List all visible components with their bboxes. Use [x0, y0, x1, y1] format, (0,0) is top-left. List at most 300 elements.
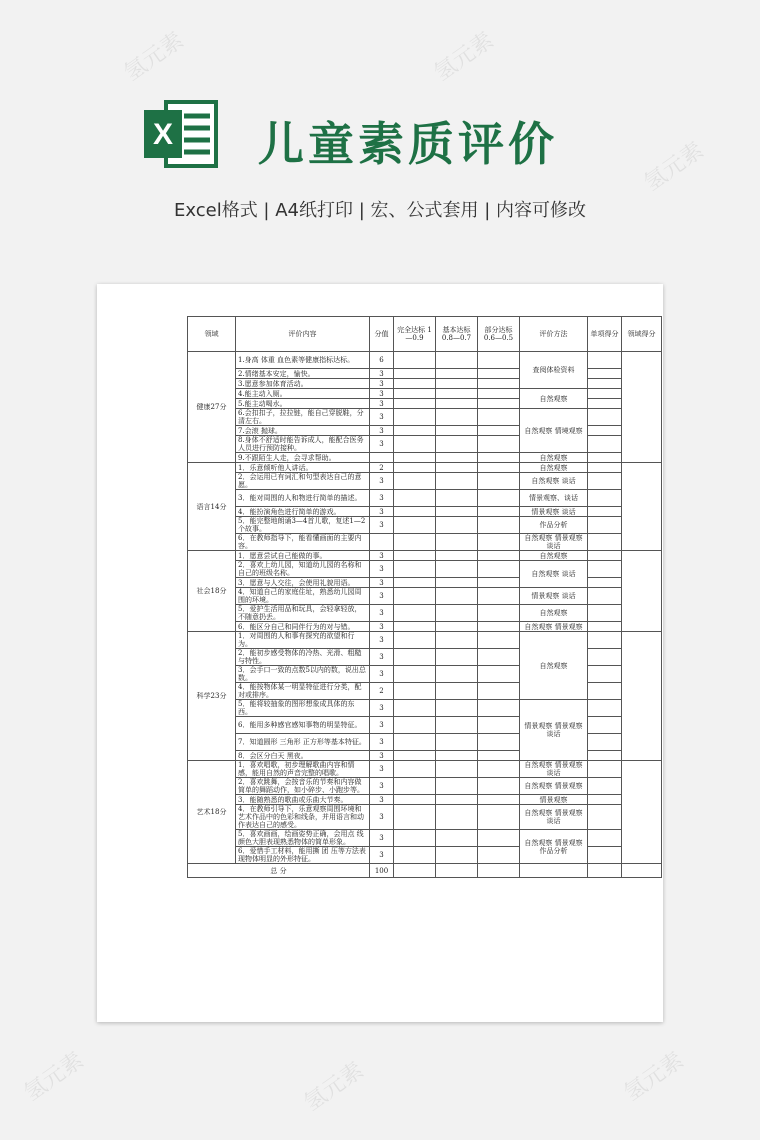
method-cell: 自然观察 情景观察 谈话: [520, 761, 588, 778]
table-row: [188, 734, 662, 751]
column-header: 评价内容: [236, 317, 370, 352]
banner: [0, 0, 760, 280]
column-header: 单项得分: [588, 317, 622, 352]
rating-cell[interactable]: [478, 761, 520, 778]
domain-score-cell[interactable]: [622, 761, 662, 864]
rating-cell[interactable]: [478, 778, 520, 795]
table-row: [188, 588, 662, 605]
method-cell: 作品分析: [520, 517, 588, 534]
total-empty-cell: [622, 864, 662, 878]
rating-cell[interactable]: [436, 426, 478, 436]
rating-cell[interactable]: [478, 561, 520, 578]
rating-cell[interactable]: [478, 534, 520, 551]
content-cell: 6．在教师指导下，能看懂画面的主要内容。: [236, 534, 370, 551]
item-score-cell[interactable]: [588, 847, 622, 864]
method-cell: 自然观察 谈话: [520, 473, 588, 490]
item-score-cell[interactable]: [588, 632, 622, 649]
score-cell: 3: [370, 778, 394, 795]
method-cell: 自然观察 情景观察: [520, 778, 588, 795]
rating-cell[interactable]: [394, 426, 436, 436]
rating-cell[interactable]: [394, 605, 436, 622]
rating-cell[interactable]: [478, 453, 520, 463]
rating-cell[interactable]: [436, 847, 478, 864]
score-cell: 3: [370, 805, 394, 830]
rating-cell[interactable]: [436, 717, 478, 734]
watermark: 氢元素: [619, 1047, 689, 1107]
score-cell: 3: [370, 632, 394, 649]
table-row: [188, 632, 662, 649]
item-score-cell[interactable]: [588, 517, 622, 534]
score-cell: 3: [370, 517, 394, 534]
rating-cell[interactable]: [436, 683, 478, 700]
table-row: [188, 778, 662, 795]
content-cell: 6．能用多种感官感知事物的明显特征。: [236, 717, 370, 734]
rating-cell[interactable]: [478, 734, 520, 751]
content-cell: 2.情绪基本安定，愉快。: [236, 369, 370, 379]
content-cell: 1．对周围的人和事有探究的欲望和行为。: [236, 632, 370, 649]
rating-cell[interactable]: [478, 830, 520, 847]
column-header: 完全达标 1—0.9: [394, 317, 436, 352]
score-cell: 3: [370, 622, 394, 632]
table-row: [188, 507, 662, 517]
rating-cell[interactable]: [394, 561, 436, 578]
score-cell: 3: [370, 700, 394, 717]
rating-cell[interactable]: [436, 588, 478, 605]
rating-cell[interactable]: [478, 805, 520, 830]
domain-cell: 语言14分: [188, 463, 236, 551]
rating-cell[interactable]: [436, 369, 478, 379]
item-score-cell[interactable]: [588, 734, 622, 751]
item-score-cell[interactable]: [588, 805, 622, 830]
table-row: [188, 751, 662, 761]
watermark: 氢元素: [119, 27, 189, 87]
table-row: [188, 761, 662, 778]
domain-score-cell[interactable]: [622, 632, 662, 761]
score-cell: 3: [370, 561, 394, 578]
rating-cell[interactable]: [436, 490, 478, 507]
total-empty-cell: [588, 864, 622, 878]
content-cell: 3．愿意与人交往，会使用礼貌用语。: [236, 578, 370, 588]
rating-cell[interactable]: [436, 795, 478, 805]
rating-cell[interactable]: [436, 409, 478, 426]
rating-cell[interactable]: [394, 551, 436, 561]
score-cell: 3: [370, 588, 394, 605]
rating-cell[interactable]: [478, 473, 520, 490]
item-score-cell[interactable]: [588, 399, 622, 409]
table-row: [188, 847, 662, 864]
score-cell: 3: [370, 734, 394, 751]
rating-cell[interactable]: [478, 578, 520, 588]
table-row: [188, 805, 662, 830]
method-cell: 自然观察: [520, 453, 588, 463]
rating-cell[interactable]: [436, 517, 478, 534]
rating-cell[interactable]: [394, 507, 436, 517]
item-score-cell[interactable]: [588, 534, 622, 551]
rating-cell[interactable]: [436, 507, 478, 517]
item-score-cell[interactable]: [588, 830, 622, 847]
domain-cell: 艺术18分: [188, 761, 236, 864]
method-cell: 自然观察 情景观察 谈话: [520, 805, 588, 830]
rating-cell[interactable]: [436, 436, 478, 453]
rating-cell[interactable]: [394, 649, 436, 666]
rating-cell[interactable]: [478, 605, 520, 622]
rating-cell[interactable]: [436, 778, 478, 795]
rating-cell[interactable]: [478, 717, 520, 734]
item-score-cell[interactable]: [588, 379, 622, 389]
item-score-cell[interactable]: [588, 761, 622, 778]
rating-cell[interactable]: [394, 379, 436, 389]
rating-cell[interactable]: [436, 551, 478, 561]
rating-cell[interactable]: [478, 588, 520, 605]
score-cell: 3: [370, 751, 394, 761]
watermark: 氢元素: [639, 137, 709, 197]
rating-cell[interactable]: [436, 734, 478, 751]
domain-cell: 健康27分: [188, 352, 236, 463]
rating-cell[interactable]: [394, 463, 436, 473]
table-header-row: [188, 317, 662, 352]
content-cell: 4．在教师引导下，乐意观察周围环境和艺术作品中的色彩和线条，并用语言和动作表达自己的感受。: [236, 805, 370, 830]
content-cell: 5.能主动喝水。: [236, 399, 370, 409]
domain-score-cell[interactable]: [622, 463, 662, 551]
column-header: 领域得分: [622, 317, 662, 352]
rating-cell[interactable]: [394, 490, 436, 507]
rating-cell[interactable]: [436, 622, 478, 632]
content-cell: 7.会滚 抛球。: [236, 426, 370, 436]
rating-cell[interactable]: [478, 847, 520, 864]
score-cell: 3: [370, 761, 394, 778]
rating-cell[interactable]: [394, 666, 436, 683]
score-cell: [370, 453, 394, 463]
score-cell: 2: [370, 463, 394, 473]
rating-cell[interactable]: [436, 473, 478, 490]
item-score-cell[interactable]: [588, 778, 622, 795]
evaluation-table: [187, 316, 662, 878]
rating-cell[interactable]: [478, 389, 520, 399]
table-row: [188, 436, 662, 453]
table-row: [188, 649, 662, 666]
rating-cell[interactable]: [394, 622, 436, 632]
rating-cell[interactable]: [478, 551, 520, 561]
rating-cell[interactable]: [394, 399, 436, 409]
rating-cell[interactable]: [394, 805, 436, 830]
rating-cell[interactable]: [394, 352, 436, 369]
rating-cell[interactable]: [394, 389, 436, 399]
rating-cell[interactable]: [394, 795, 436, 805]
score-cell: 3: [370, 436, 394, 453]
item-score-cell[interactable]: [588, 588, 622, 605]
method-cell: 查阅体检资料: [520, 352, 588, 389]
rating-cell[interactable]: [478, 700, 520, 717]
rating-cell[interactable]: [394, 517, 436, 534]
rating-cell[interactable]: [478, 517, 520, 534]
rating-cell[interactable]: [478, 507, 520, 517]
rating-cell[interactable]: [478, 632, 520, 649]
rating-cell[interactable]: [436, 805, 478, 830]
score-cell: 6: [370, 352, 394, 369]
table-row: [188, 389, 662, 399]
excel-icon: [140, 98, 220, 170]
content-cell: 2．喜欢跳舞，会按音乐的节奏和内容做简单的舞蹈动作，如小碎步、小跑步等。: [236, 778, 370, 795]
item-score-cell[interactable]: [588, 649, 622, 666]
score-cell: 3: [370, 369, 394, 379]
item-score-cell[interactable]: [588, 751, 622, 761]
content-cell: 2．喜欢上幼儿园，知道幼儿园的名称和自己的班级名称。: [236, 561, 370, 578]
method-cell: 自然观察: [520, 605, 588, 622]
rating-cell[interactable]: [394, 717, 436, 734]
item-score-cell[interactable]: [588, 605, 622, 622]
method-cell: 自然观察: [520, 551, 588, 561]
table-row: [188, 605, 662, 622]
content-cell: 1.身高 体重 血色素等健康指标达标。: [236, 352, 370, 369]
rating-cell[interactable]: [436, 830, 478, 847]
method-cell: 情景观察 谈话: [520, 588, 588, 605]
table-row: [188, 369, 662, 379]
table-row: [188, 534, 662, 551]
score-cell: [370, 534, 394, 551]
item-score-cell[interactable]: [588, 436, 622, 453]
method-cell: 情景观察 谈话: [520, 507, 588, 517]
content-cell: 5．喜欢画画，绘画姿势正确，会用点 线 颜色大胆表现熟悉物体的简单形象。: [236, 830, 370, 847]
content-cell: 8．会区分白天 黑夜。: [236, 751, 370, 761]
rating-cell[interactable]: [394, 751, 436, 761]
item-score-cell[interactable]: [588, 551, 622, 561]
rating-cell[interactable]: [478, 795, 520, 805]
rating-cell[interactable]: [436, 352, 478, 369]
svg-text:X: X: [152, 118, 174, 151]
item-score-cell[interactable]: [588, 409, 622, 426]
table-row: [188, 517, 662, 534]
rating-cell[interactable]: [478, 399, 520, 409]
table-row: [188, 490, 662, 507]
rating-cell[interactable]: [478, 490, 520, 507]
rating-cell[interactable]: [436, 463, 478, 473]
column-header: 分值: [370, 317, 394, 352]
item-score-cell[interactable]: [588, 666, 622, 683]
item-score-cell[interactable]: [588, 700, 622, 717]
item-score-cell[interactable]: [588, 369, 622, 379]
table-row: [188, 795, 662, 805]
item-score-cell[interactable]: [588, 453, 622, 463]
method-cell: 自然观察: [520, 632, 588, 700]
table-row: [188, 717, 662, 734]
total-empty-cell: [520, 864, 588, 878]
content-cell: 3.愿意参加体育活动。: [236, 379, 370, 389]
item-score-cell[interactable]: [588, 352, 622, 369]
table-row: [188, 578, 662, 588]
method-cell: 自然观察 谈话: [520, 561, 588, 588]
watermark: 氢元素: [299, 1057, 369, 1117]
score-cell: 2: [370, 683, 394, 700]
page-subtitle: Excel格式 | A4纸打印 | 宏、公式套用 | 内容可修改: [174, 200, 586, 221]
item-score-cell[interactable]: [588, 490, 622, 507]
table-row: [188, 700, 662, 717]
content-cell: 7．知道圆形 三角形 正方形等基本特征。: [236, 734, 370, 751]
rating-cell[interactable]: [394, 632, 436, 649]
watermark: 氢元素: [429, 27, 499, 87]
rating-cell[interactable]: [478, 379, 520, 389]
content-cell: 5．爱护生活用品和玩具，会轻拿轻放，不随意扔丢。: [236, 605, 370, 622]
rating-cell[interactable]: [478, 463, 520, 473]
item-score-cell[interactable]: [588, 578, 622, 588]
score-cell: 3: [370, 473, 394, 490]
domain-score-cell[interactable]: [622, 352, 662, 463]
method-cell: 自然观察 情景观察 作品分析: [520, 830, 588, 864]
total-score: 100: [370, 864, 394, 878]
table-row: [188, 622, 662, 632]
rating-cell[interactable]: [478, 369, 520, 379]
score-cell: 3: [370, 507, 394, 517]
rating-cell[interactable]: [436, 649, 478, 666]
table-row: [188, 666, 662, 683]
rating-cell[interactable]: [394, 761, 436, 778]
method-cell: 情景观察、谈话: [520, 490, 588, 507]
content-cell: 2．能初步感受物体的冷热、光滑、粗糙与特性。: [236, 649, 370, 666]
rating-cell[interactable]: [394, 830, 436, 847]
content-cell: 4．知道自己的家庭住址，熟悉幼儿园周围的环境。: [236, 588, 370, 605]
content-cell: 6．爱惜手工材料，能用撕 团 压等方法表现物体明显的外形特征。: [236, 847, 370, 864]
rating-cell[interactable]: [436, 379, 478, 389]
table-row: [188, 399, 662, 409]
rating-cell[interactable]: [394, 734, 436, 751]
content-cell: 9.不跟陌生人走，会寻求帮助。: [236, 453, 370, 463]
table-body: [188, 352, 662, 878]
content-cell: 3．会手口一致的点数5以内的数，说出总数。: [236, 666, 370, 683]
rating-cell[interactable]: [436, 761, 478, 778]
content-cell: 8.身体不舒适时能告诉成人，能配合医务人员进行预防接种。: [236, 436, 370, 453]
score-cell: 3: [370, 551, 394, 561]
content-cell: 5．能将较抽象的图形想象成具体的东西。: [236, 700, 370, 717]
table-row: [188, 426, 662, 436]
table-row: [188, 453, 662, 463]
content-cell: 1．乐意倾听他人讲话。: [236, 463, 370, 473]
rating-cell[interactable]: [394, 369, 436, 379]
rating-cell[interactable]: [394, 436, 436, 453]
total-label: 总 分: [188, 864, 370, 878]
item-score-cell[interactable]: [588, 426, 622, 436]
score-cell: 3: [370, 649, 394, 666]
item-score-cell[interactable]: [588, 683, 622, 700]
rating-cell[interactable]: [394, 473, 436, 490]
page-title: 儿童素质评价: [258, 117, 558, 171]
table-row: [188, 561, 662, 578]
rating-cell[interactable]: [478, 436, 520, 453]
domain-cell: 社会18分: [188, 551, 236, 632]
content-cell: 1．喜欢唱歌，初步理解歌曲内容和情感，能用自然的声音完整的唱歌。: [236, 761, 370, 778]
domain-score-cell[interactable]: [622, 551, 662, 632]
table-row: [188, 379, 662, 389]
item-score-cell[interactable]: [588, 717, 622, 734]
score-cell: 3: [370, 379, 394, 389]
column-header: 领域: [188, 317, 236, 352]
content-cell: 1．愿意尝试自己能做的事。: [236, 551, 370, 561]
total-empty-cell: [478, 864, 520, 878]
watermark: 氢元素: [19, 1047, 89, 1107]
score-cell: 3: [370, 409, 394, 426]
content-cell: 2．会运用已有词汇和句型表达自己的意愿。: [236, 473, 370, 490]
rating-cell[interactable]: [478, 649, 520, 666]
content-cell: 6．能区分自己和同伴行为的对与错。: [236, 622, 370, 632]
rating-cell[interactable]: [436, 534, 478, 551]
rating-cell[interactable]: [478, 666, 520, 683]
rating-cell[interactable]: [436, 561, 478, 578]
score-cell: 3: [370, 666, 394, 683]
score-cell: 3: [370, 605, 394, 622]
rating-cell[interactable]: [478, 751, 520, 761]
column-header: 基本达标 0.8—0.7: [436, 317, 478, 352]
score-cell: 3: [370, 426, 394, 436]
content-cell: 5．能完整地朗诵3—4首儿歌，复述1—2个故事。: [236, 517, 370, 534]
score-cell: 3: [370, 399, 394, 409]
method-cell: 自然观察 情景观察 谈话: [520, 534, 588, 551]
rating-cell[interactable]: [436, 666, 478, 683]
table-row: [188, 473, 662, 490]
rating-cell[interactable]: [394, 588, 436, 605]
method-cell: 自然观察: [520, 463, 588, 473]
item-score-cell[interactable]: [588, 389, 622, 399]
method-cell: 自然观察: [520, 389, 588, 409]
rating-cell[interactable]: [394, 409, 436, 426]
total-row: [188, 864, 662, 878]
table-row: [188, 683, 662, 700]
rating-cell[interactable]: [478, 426, 520, 436]
rating-cell[interactable]: [436, 578, 478, 588]
rating-cell[interactable]: [478, 409, 520, 426]
method-cell: 情景观察 情景观察 谈话: [520, 700, 588, 761]
content-cell: 4.能主动入厕。: [236, 389, 370, 399]
content-cell: 3．能随熟悉的歌曲或乐曲大节奏。: [236, 795, 370, 805]
content-cell: 3．能对周围的人和物进行简单的描述。: [236, 490, 370, 507]
column-header: 部分达标 0.6—0.5: [478, 317, 520, 352]
rating-cell[interactable]: [394, 778, 436, 795]
rating-cell[interactable]: [478, 683, 520, 700]
rating-cell[interactable]: [436, 700, 478, 717]
rating-cell[interactable]: [394, 847, 436, 864]
rating-cell[interactable]: [436, 389, 478, 399]
content-cell: 4．能扮演角色进行简单的游戏。: [236, 507, 370, 517]
item-score-cell[interactable]: [588, 622, 622, 632]
score-cell: 3: [370, 717, 394, 734]
total-empty-cell: [394, 864, 436, 878]
method-cell: 自然观察 情景观察: [520, 622, 588, 632]
item-score-cell[interactable]: [588, 561, 622, 578]
rating-cell[interactable]: [478, 622, 520, 632]
content-cell: 6.会扣扣子，拉拉链，能自己穿脱鞋，分清左右。: [236, 409, 370, 426]
item-score-cell[interactable]: [588, 795, 622, 805]
score-cell: 3: [370, 847, 394, 864]
domain-cell: 科学23分: [188, 632, 236, 761]
table-row: [188, 830, 662, 847]
table-row: [188, 352, 662, 369]
rating-cell[interactable]: [436, 399, 478, 409]
rating-cell[interactable]: [394, 534, 436, 551]
item-score-cell[interactable]: [588, 473, 622, 490]
rating-cell[interactable]: [478, 352, 520, 369]
rating-cell[interactable]: [436, 751, 478, 761]
rating-cell[interactable]: [394, 453, 436, 463]
score-cell: 3: [370, 830, 394, 847]
method-cell: 情景观察: [520, 795, 588, 805]
method-cell: 自然观察 情境观察: [520, 409, 588, 453]
rating-cell[interactable]: [436, 605, 478, 622]
rating-cell[interactable]: [394, 683, 436, 700]
item-score-cell[interactable]: [588, 507, 622, 517]
item-score-cell[interactable]: [588, 463, 622, 473]
rating-cell[interactable]: [436, 632, 478, 649]
table-row: [188, 463, 662, 473]
rating-cell[interactable]: [436, 453, 478, 463]
rating-cell[interactable]: [394, 578, 436, 588]
rating-cell[interactable]: [394, 700, 436, 717]
